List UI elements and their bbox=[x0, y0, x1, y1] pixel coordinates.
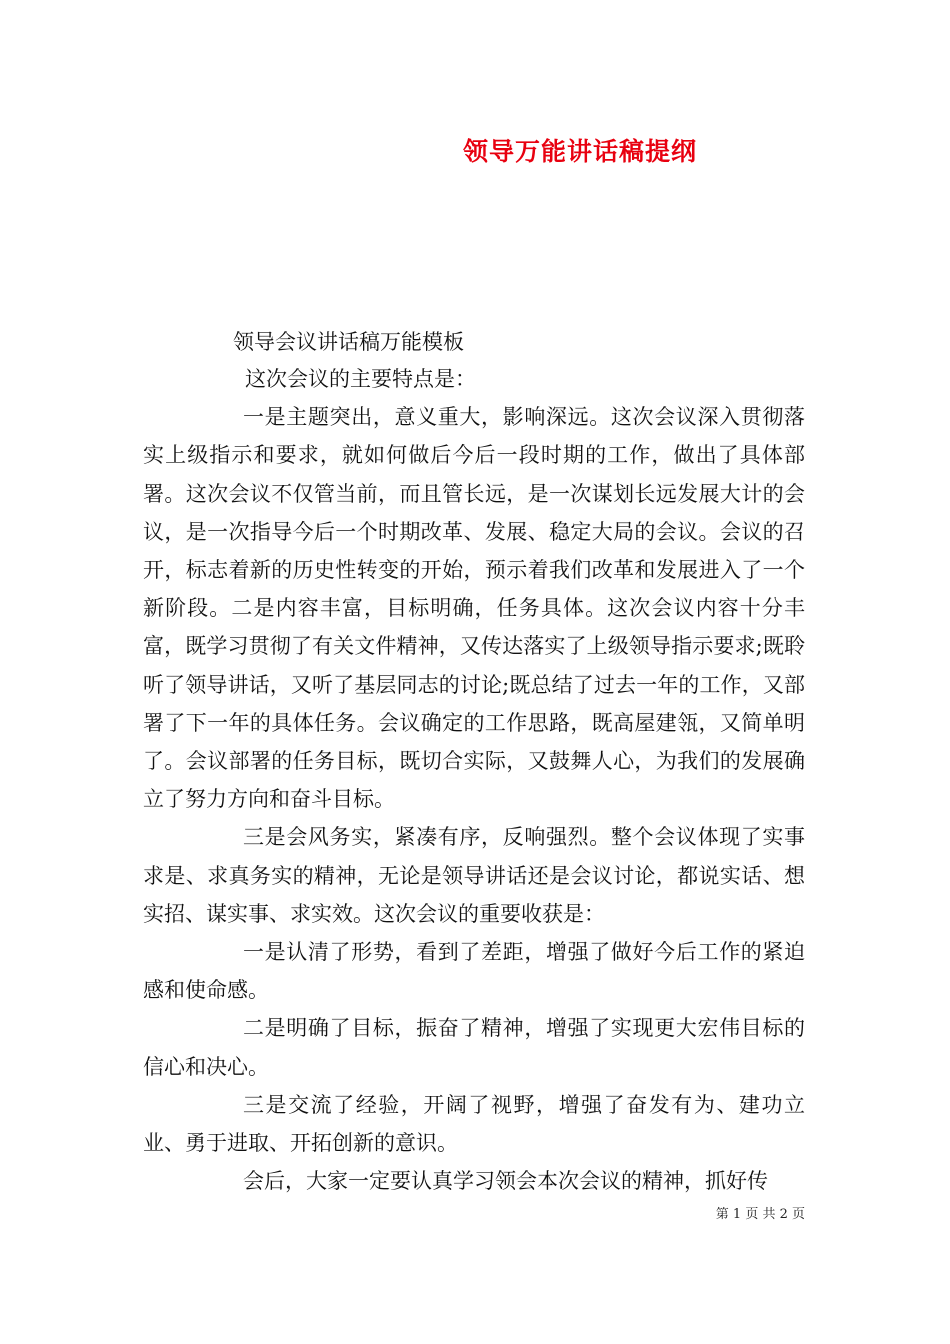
body-paragraph: 二是明确了目标，振奋了精神，增强了实现更大宏伟目标的信心和决心。 bbox=[143, 1016, 805, 1079]
document-title: 领导万能讲话稿提纲 bbox=[462, 137, 697, 166]
body-paragraph: 一是认清了形势，看到了差距，增强了做好今后工作的紧迫感和使命感。 bbox=[143, 940, 805, 1003]
body-paragraph: 这次会议的主要特点是： bbox=[245, 367, 476, 391]
document-subtitle: 领导会议讲话稿万能模板 bbox=[233, 330, 464, 354]
body-paragraph: 一是主题突出，意义重大，影响深远。这次会议深入贯彻落实上级指示和要求，就如何做后今后一段时期的工作，做出了具体部署。这次会议不仅管当前，而且管长远，是一次谋划长远发展大计的会议，是一次指导今后一个时期改革、发展、稳定大局的会议。会议的召开，标志着新的历史性转变的开始，预示着我们改革和发展进入了一个新阶段。二是内容丰富，目标明确，任务具体。这次会议内容十分丰富，既学习贯彻了有关文件精神，又传达落实了上级领导指示要求;既聆听了领导讲话，又听了基层同志的讨论;既总结了过去一年的工作，又部署了下一年的具体任务。会议确定的工作思路，既高屋建瓴，又简单明了。会议部署的任务目标，既切合实际，又鼓舞人心，为我们的发展确立了努力方向和奋斗目标。 bbox=[143, 405, 805, 812]
body-paragraph: 三是会风务实，紧凑有序，反响强烈。整个会议体现了实事求是、求真务实的精神，无论是领导讲话还是会议讨论，都说实话、想实招、谋实事、求实效。这次会议的重要收获是： bbox=[143, 825, 805, 926]
body-paragraph: 会后，大家一定要认真学习领会本次会议的精神，抓好传 bbox=[243, 1169, 768, 1194]
body-paragraph: 三是交流了经验，开阔了视野，增强了奋发有为、建功立业、勇于进取、开拓创新的意识。 bbox=[143, 1092, 805, 1156]
page-number-footer: 第 1 页 共 2 页 bbox=[715, 1207, 805, 1222]
document-body bbox=[143, 360, 805, 1200]
